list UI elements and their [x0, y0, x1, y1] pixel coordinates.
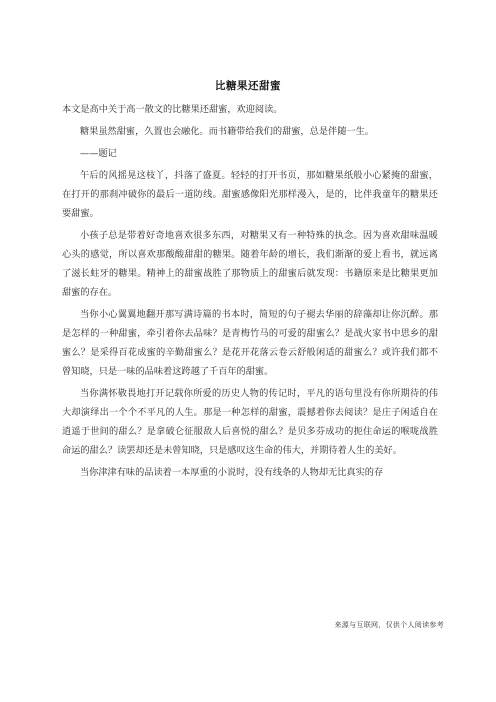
body-paragraph-2: 小孩子总是带着好奇地喜欢很多东西，对糖果又有一种特殊的执念。因为喜欢甜味温暖心头的感觉，所以喜欢那酸酸甜甜的糖果。随着年龄的增长，我们渐渐的爱上看书，就远离了滋长蛀牙的糖果。精神上的甜蜜战胜了那物质上的甜蜜后就发现：书籍原来是比糖果更加甜蜜的存在。 [62, 230, 438, 298]
document-title: 比糖果还甜蜜 [215, 80, 281, 92]
body-paragraph-4: 当你满怀敬畏地打开记载你所爱的历史人物的传记时，平凡的语句里没有你所期待的伟大却演绎出一个个不平凡的人生。那是一种怎样的甜蜜，震撼着你去阅读？是庄子闲适自在逍遥于世间的甜么？是拿破仑征服敌人后喜悦的甜么？是贝多芬成功的扼住命运的喉咙战胜命运的甜么？读罢却还是未曾知晓，只是感叹这生命的伟大，并期待着人生的美好。 [62, 388, 438, 456]
body-paragraph-5: 当你津津有味的品读着一本厚重的小说时，没有线条的人物却无比真实的存 [80, 467, 384, 478]
body-paragraph-3: 当你小心翼翼地翻开那写满诗篇的书本时，简短的句子褪去华丽的辞藻却让你沉醉。那是怎样的一种甜蜜，牵引着你去品味？是青梅竹马的可爱的甜蜜么？是战火家书中思乡的甜蜜么？是采得百花成蜜的辛勤甜蜜么？是花开花落云卷云舒般闲适的甜蜜么？或许我们都不曾知晓，只是一味的品味着这跨越了千百年的甜蜜。 [62, 309, 438, 377]
intro-paragraph: 本文是高中关于高一散文的比糖果还甜蜜，欢迎阅读。 [62, 104, 283, 115]
body-paragraph-1: 午后的风摇晃这枝丫，抖落了盛夏。轻轻的打开书页，那如糖果纸般小心紧掩的甜蜜，在打开的那刹冲破你的最后一道防线。甜蜜感像阳光那样漫入，是的，比伴我童年的糖果还要甜蜜。 [62, 170, 438, 219]
document-body [62, 100, 438, 485]
footer-source-note: 来源与互联网，仅供个人阅读参考 [334, 621, 444, 629]
epigraph-signature: ——题记 [80, 148, 117, 159]
epigraph-paragraph: 糖果虽然甜蜜，久置也会融化。而书籍带给我们的甜蜜，总是伴随一生。 [80, 126, 374, 137]
